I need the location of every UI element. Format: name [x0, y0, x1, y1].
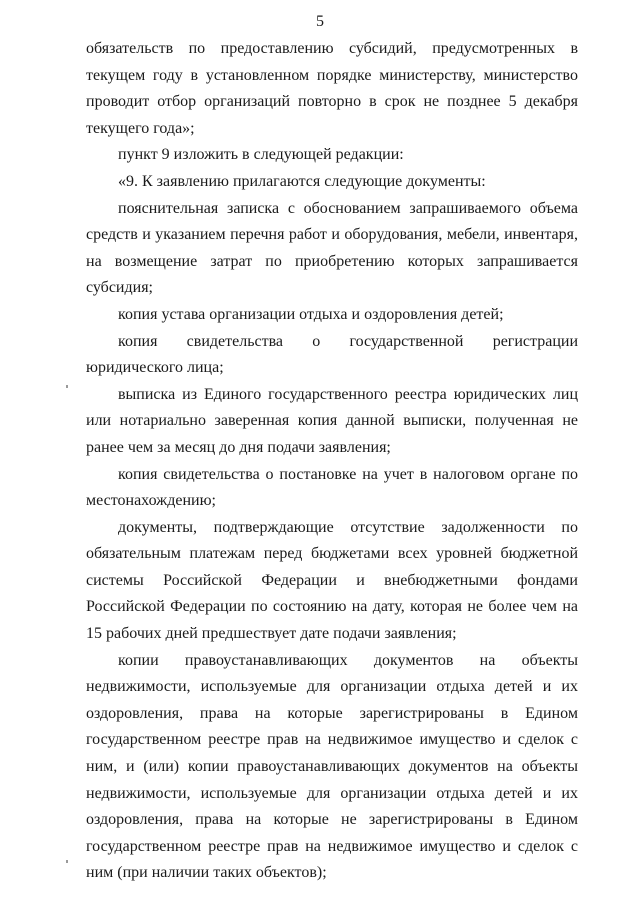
paragraph-property-documents: копии правоустанавливающих документов на объекты недвижимости, используемые для организации отдыха детей и их оздоровления, права на которые зарегистрированы в Едином государственном реестре прав на недвижимое имущество и сделок с ним, и (или) копии правоустанавливающих документов на объекты недвижимости, используемые для организации отдыха детей и их оздоровления, права на которые не зарегистрированы в Едином государственном реестре прав на недвижимое имущество и сделок с ним (при наличии таких объектов); — [86, 651, 578, 882]
page-number: 5 — [316, 13, 324, 30]
paragraph-item-9-header: «9. К заявлению прилагаются следующие документы: — [118, 172, 486, 190]
paragraph-tax-certificate: копия свидетельства о постановке на учет в налоговом органе по местонахождению; — [86, 465, 578, 510]
paragraph-item-9-instruction: пункт 9 изложить в следующей редакции: — [118, 146, 404, 164]
scan-margin-mark — [66, 385, 68, 388]
paragraph-registry-extract: выписка из Единого государственного реестра юридических лиц или нотариально заверенная копия данной выписки, полученная не ранее чем за месяц до дня подачи заявления; — [86, 385, 578, 456]
paragraph-no-debt-documents: документы, подтверждающие отсутствие задолженности по обязательным платежам перед бюджетами всех уровней бюджетной системы Российской Федерации и внебюджетными фондами Российской Федерации по состоянию на дату, которая не более чем на 15 рабочих дней предшествует дате подачи заявления; — [86, 518, 578, 643]
document-body — [86, 36, 578, 887]
paragraph-explanatory-note: пояснительная записка с обоснованием запрашиваемого объема средств и указанием перечня работ и оборудования, мебели, инвентаря, на возмещение затрат по приобретению которых запрашивается субсидия; — [86, 199, 578, 297]
paragraph-charter-copy: копия устава организации отдыха и оздоровления детей; — [118, 305, 504, 323]
scan-margin-mark — [66, 860, 68, 863]
paragraph-continuation: обязательств по предоставлению субсидий, предусмотренных в текущем году в установленном порядке министерству, министерство проводит отбор организаций повторно в срок не позднее 5 декабря текущего года»; — [86, 40, 578, 137]
paragraph-registration-certificate: копия свидетельства о государственной регистрации юридического лица; — [86, 332, 578, 377]
